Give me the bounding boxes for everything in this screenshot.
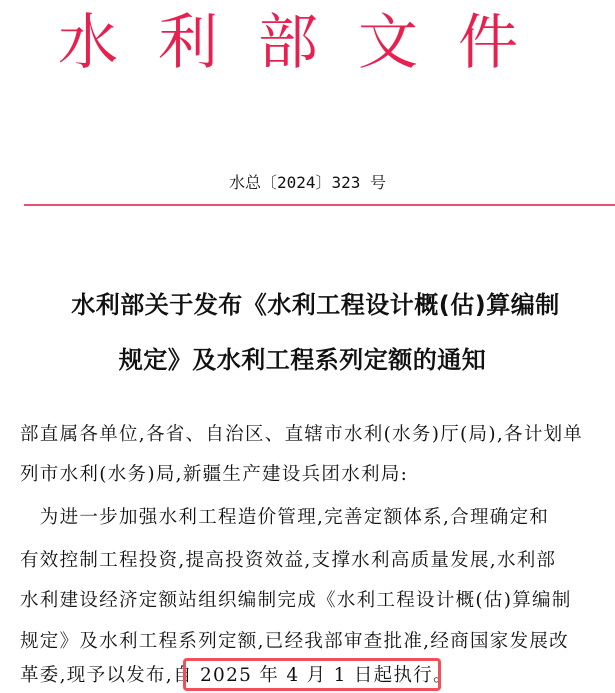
notice-title-line-1: 水利部关于发布《水利工程设计概(估)算编制 (71, 291, 560, 319)
header-char: 部 (258, 8, 318, 78)
header-char: 文 (358, 8, 418, 78)
body-line: 为进一步加强水利工程造价管理,完善定额体系,合理确定和 (20, 507, 550, 528)
header-char: 水 (58, 8, 118, 78)
body-line: 革委,现予以发布,自 2025 年 4 月 1 日起执行。 (20, 665, 453, 686)
body-line: 规定》及水利工程系列定额,已经我部审查批准,经商国家发展改 (20, 631, 569, 652)
body-line: 水利建设经济定额站组织编制完成《水利工程设计概(估)算编制 (20, 590, 572, 611)
notice-title-line-2: 规定》及水利工程系列定额的通知 (118, 346, 487, 374)
body-line: 列市水利(水务)局,新疆生产建设兵团水利局: (20, 464, 409, 485)
header-char: 利 (158, 8, 218, 78)
document-header (0, 8, 615, 78)
effective-date-highlight-box (183, 658, 441, 691)
header-char: 件 (458, 8, 518, 78)
red-divider-rule (24, 204, 615, 206)
body-line: 有效控制工程投资,提高投资效益,支撑水利高质量发展,水利部 (20, 550, 557, 571)
document-number: 水总〔2024〕323 号 (228, 173, 387, 192)
body-line: 部直属各单位,各省、自治区、直辖市水利(水务)厅(局),各计划单 (20, 424, 584, 445)
